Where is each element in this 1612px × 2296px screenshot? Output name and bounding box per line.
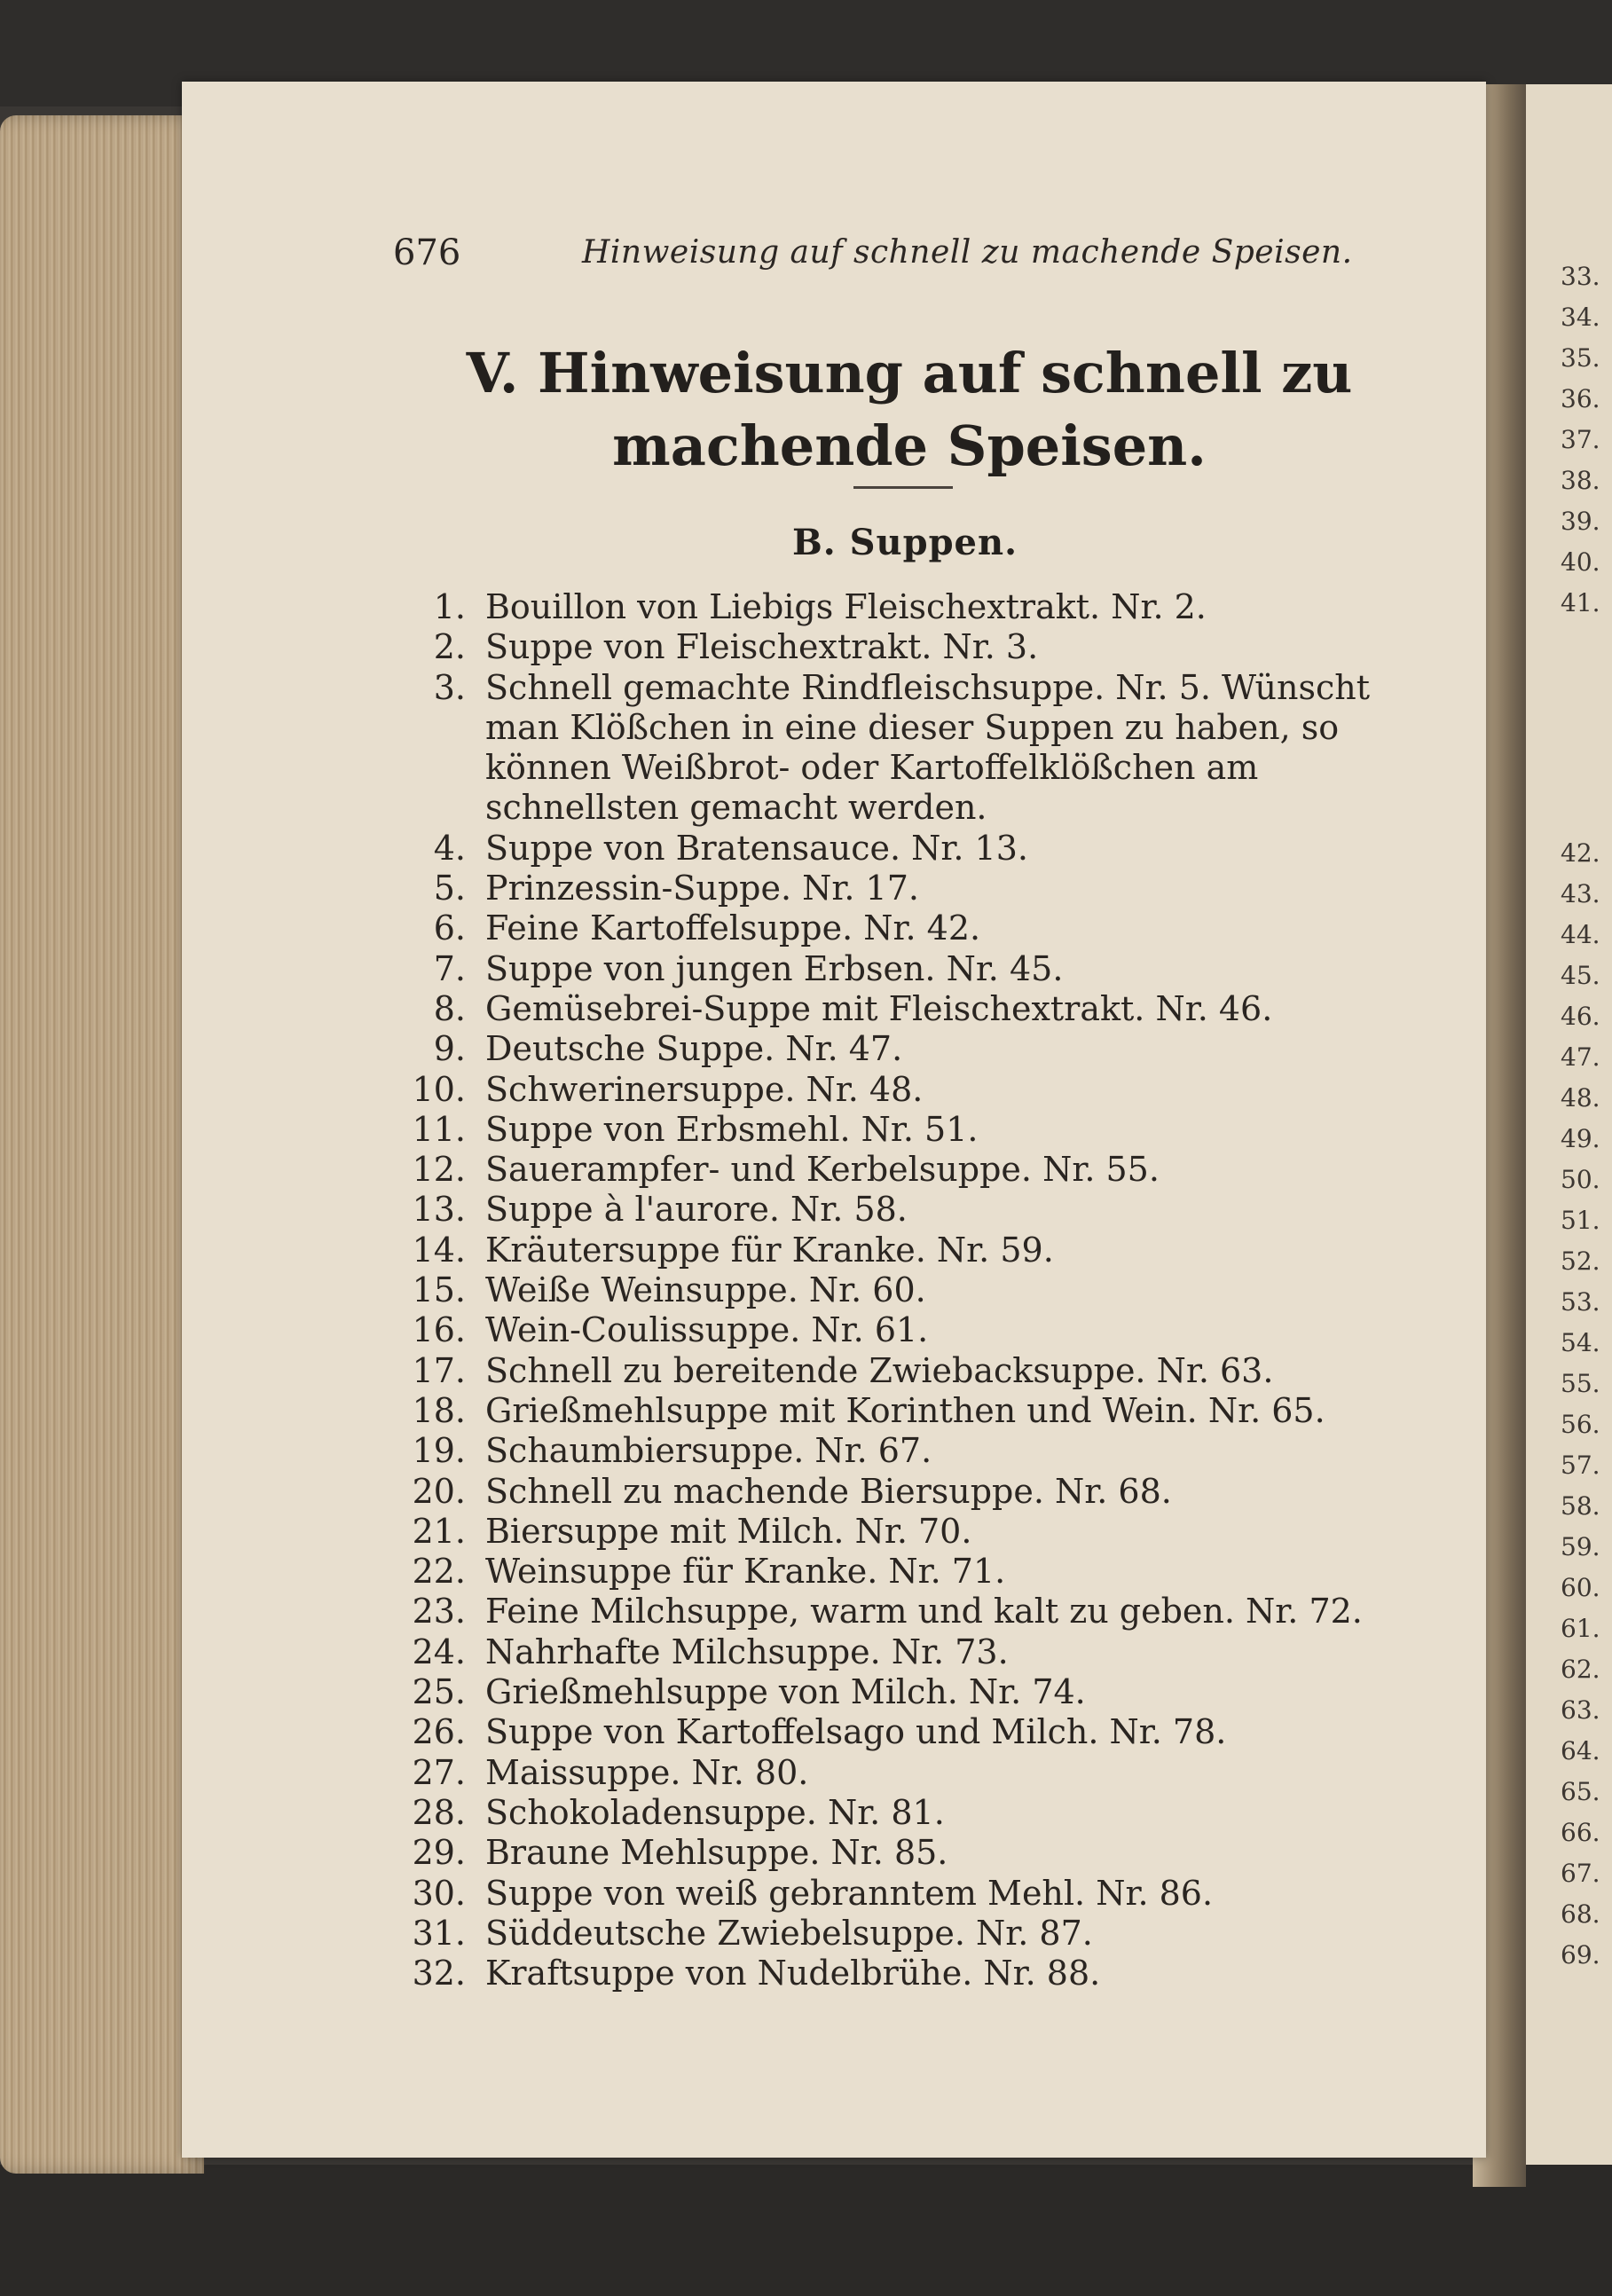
list-item bbox=[390, 1793, 1433, 1833]
entry-text: Feine Milchsuppe, warm und kalt zu geben. Nr. 72. bbox=[485, 1592, 1363, 1632]
facing-page-number: 66. bbox=[1561, 1818, 1600, 1847]
entry-text: Süddeutsche Zwiebelsuppe. Nr. 87. bbox=[485, 1913, 1093, 1953]
entry-number: 23. bbox=[412, 1592, 466, 1632]
facing-page-number: 45. bbox=[1561, 961, 1600, 990]
list-item bbox=[390, 1512, 1433, 1552]
facing-page-number: 42. bbox=[1561, 838, 1600, 868]
entry-text: Schnell zu machende Biersuppe. Nr. 68. bbox=[485, 1471, 1172, 1511]
entry-text: Biersuppe mit Milch. Nr. 70. bbox=[485, 1511, 972, 1551]
facing-page-number: 36. bbox=[1561, 384, 1600, 413]
entry-number: 12. bbox=[412, 1150, 466, 1190]
facing-page-number: 57. bbox=[1561, 1451, 1600, 1480]
section-heading: B. Suppen. bbox=[791, 522, 1018, 563]
facing-page-number: 60. bbox=[1561, 1573, 1600, 1602]
facing-page-number: 46. bbox=[1561, 1002, 1600, 1031]
facing-page-number: 68. bbox=[1561, 1899, 1600, 1929]
page-number: 676 bbox=[393, 232, 461, 273]
list-item bbox=[390, 1672, 1433, 1712]
entry-number: 20. bbox=[412, 1471, 466, 1511]
entry-number: 6. bbox=[433, 908, 466, 948]
list-item bbox=[390, 1029, 1433, 1069]
entry-number: 10. bbox=[412, 1069, 466, 1109]
facing-page-number: 49. bbox=[1561, 1124, 1600, 1153]
facing-page-number: 53. bbox=[1561, 1287, 1600, 1317]
entry-text: Grießmehlsuppe mit Korinthen und Wein. Nr. 65. bbox=[485, 1390, 1325, 1430]
facing-page-number: 38. bbox=[1561, 466, 1600, 495]
page-header bbox=[393, 232, 1396, 286]
facing-page-number: 64. bbox=[1561, 1736, 1600, 1765]
list-item bbox=[390, 587, 1433, 627]
list-item bbox=[390, 1552, 1433, 1592]
facing-page-number: 69. bbox=[1561, 1940, 1600, 1970]
entry-number: 32. bbox=[412, 1954, 466, 1993]
entry-text: Schnell gemachte Rindfleischsuppe. Nr. 5. Wünscht man Klößchen in eine dieser Suppen zu haben, so können Weißbrot- oder Kartoffelklößchen am schnellsten gemacht werden. bbox=[485, 667, 1371, 828]
entry-text: Feine Kartoffelsuppe. Nr. 42. bbox=[485, 908, 981, 948]
entry-text: Kraftsuppe von Nudelbrühe. Nr. 88. bbox=[485, 1954, 1101, 1993]
title-divider bbox=[853, 486, 953, 489]
chapter-title: V. Hinweisung auf schnell zu machende Speisen. bbox=[466, 341, 1353, 478]
entry-number: 11. bbox=[412, 1109, 466, 1149]
list-item bbox=[390, 1954, 1433, 1993]
entry-text: Nahrhafte Milchsuppe. Nr. 73. bbox=[485, 1632, 1009, 1671]
entry-number: 13. bbox=[412, 1190, 466, 1230]
entry-number: 31. bbox=[412, 1913, 466, 1953]
entry-number: 19. bbox=[412, 1431, 466, 1471]
entry-number: 2. bbox=[433, 627, 466, 667]
entry-number: 5. bbox=[433, 869, 466, 908]
facing-page-number: 37. bbox=[1561, 425, 1600, 454]
entry-number: 18. bbox=[412, 1390, 466, 1430]
entry-text: Suppe von jungen Erbsen. Nr. 45. bbox=[485, 948, 1064, 988]
list-item bbox=[390, 1874, 1433, 1914]
facing-page-number: 55. bbox=[1561, 1369, 1600, 1398]
entry-number: 8. bbox=[433, 988, 466, 1028]
entry-text: Schnell zu bereitende Zwiebacksuppe. Nr. 63. bbox=[485, 1350, 1274, 1390]
list-item bbox=[390, 1110, 1433, 1150]
entry-text: Suppe von Erbsmehl. Nr. 51. bbox=[485, 1109, 979, 1149]
facing-page-number: 34. bbox=[1561, 303, 1600, 332]
entry-list bbox=[390, 587, 1433, 1993]
entry-number: 21. bbox=[412, 1511, 466, 1551]
entry-number: 22. bbox=[412, 1552, 466, 1592]
list-item bbox=[390, 1270, 1433, 1310]
entry-text: Kräutersuppe für Kranke. Nr. 59. bbox=[485, 1230, 1054, 1270]
list-item bbox=[390, 1472, 1433, 1512]
facing-page-number: 61. bbox=[1561, 1614, 1600, 1643]
facing-page-number: 58. bbox=[1561, 1491, 1600, 1521]
list-item bbox=[390, 829, 1433, 869]
entry-number: 25. bbox=[412, 1672, 466, 1712]
list-item bbox=[390, 1190, 1433, 1230]
list-item bbox=[390, 1431, 1433, 1471]
entry-text: Suppe von weiß gebranntem Mehl. Nr. 86. bbox=[485, 1873, 1214, 1913]
facing-page-number: 56. bbox=[1561, 1410, 1600, 1439]
list-item bbox=[390, 1753, 1433, 1793]
facing-page-number: 35. bbox=[1561, 343, 1600, 373]
entry-text: Maissuppe. Nr. 80. bbox=[485, 1752, 809, 1792]
entry-text: Gemüsebrei-Suppe mit Fleischextrakt. Nr. 46. bbox=[485, 988, 1273, 1028]
facing-page-number: 47. bbox=[1561, 1042, 1600, 1072]
entry-text: Suppe à l'aurore. Nr. 58. bbox=[485, 1190, 908, 1230]
facing-page-number: 65. bbox=[1561, 1777, 1600, 1806]
facing-page-number: 54. bbox=[1561, 1328, 1600, 1357]
list-item bbox=[390, 1310, 1433, 1350]
entry-text: Schwerinersuppe. Nr. 48. bbox=[485, 1069, 924, 1109]
facing-page bbox=[1522, 84, 1612, 2165]
entry-text: Suppe von Kartoffelsago und Milch. Nr. 78. bbox=[485, 1712, 1227, 1752]
list-item bbox=[390, 1712, 1433, 1752]
entry-text: Deutsche Suppe. Nr. 47. bbox=[485, 1029, 903, 1069]
list-item bbox=[390, 1231, 1433, 1270]
entry-number: 14. bbox=[412, 1230, 466, 1270]
list-item bbox=[390, 1914, 1433, 1954]
entry-text: Bouillon von Liebigs Fleischextrakt. Nr. 2. bbox=[485, 587, 1207, 626]
entry-text: Schokoladensuppe. Nr. 81. bbox=[485, 1792, 945, 1832]
entry-text: Grießmehlsuppe von Milch. Nr. 74. bbox=[485, 1672, 1086, 1712]
entry-text: Weinsuppe für Kranke. Nr. 71. bbox=[485, 1552, 1006, 1592]
facing-page-number: 62. bbox=[1561, 1655, 1600, 1684]
entry-number: 3. bbox=[433, 667, 466, 707]
entry-number: 4. bbox=[433, 828, 466, 868]
facing-page-number: 67. bbox=[1561, 1859, 1600, 1888]
entry-number: 26. bbox=[412, 1712, 466, 1752]
running-head: Hinweisung auf schnell zu machende Speisen. bbox=[582, 234, 1353, 271]
entry-text: Sauerampfer- und Kerbelsuppe. Nr. 55. bbox=[485, 1150, 1160, 1190]
facing-page-number: 44. bbox=[1561, 920, 1600, 949]
entry-text: Suppe von Bratensauce. Nr. 13. bbox=[485, 828, 1028, 868]
facing-page-number: 33. bbox=[1561, 262, 1600, 291]
entry-text: Wein-Coulissuppe. Nr. 61. bbox=[485, 1310, 929, 1350]
facing-page-number: 52. bbox=[1561, 1246, 1600, 1276]
page-block-edge bbox=[0, 115, 204, 2174]
entry-text: Prinzessin-Suppe. Nr. 17. bbox=[485, 869, 919, 908]
entry-number: 7. bbox=[433, 948, 466, 988]
facing-page-number: 41. bbox=[1561, 588, 1600, 617]
list-item bbox=[390, 989, 1433, 1029]
list-item bbox=[390, 949, 1433, 989]
entry-number: 27. bbox=[412, 1752, 466, 1792]
entry-number: 28. bbox=[412, 1792, 466, 1832]
entry-text: Schaumbiersuppe. Nr. 67. bbox=[485, 1431, 932, 1471]
entry-number: 15. bbox=[412, 1270, 466, 1310]
entry-number: 1. bbox=[433, 587, 466, 626]
entry-number: 30. bbox=[412, 1873, 466, 1913]
entry-number: 17. bbox=[412, 1350, 466, 1390]
facing-page-number: 48. bbox=[1561, 1083, 1600, 1113]
facing-page-number: 50. bbox=[1561, 1165, 1600, 1194]
list-item bbox=[390, 668, 1433, 829]
list-item bbox=[390, 869, 1433, 908]
list-item bbox=[390, 1833, 1433, 1873]
entry-number: 29. bbox=[412, 1833, 466, 1873]
facing-page-number: 51. bbox=[1561, 1206, 1600, 1235]
facing-page-number: 63. bbox=[1561, 1695, 1600, 1725]
facing-page-number: 39. bbox=[1561, 507, 1600, 536]
facing-page-number: 43. bbox=[1561, 879, 1600, 908]
list-item bbox=[390, 1351, 1433, 1391]
entry-number: 9. bbox=[433, 1029, 466, 1069]
list-item bbox=[390, 1391, 1433, 1431]
list-item bbox=[390, 1632, 1433, 1672]
facing-page-number: 59. bbox=[1561, 1532, 1600, 1561]
list-item bbox=[390, 1070, 1433, 1110]
list-item bbox=[390, 908, 1433, 948]
entry-number: 16. bbox=[412, 1310, 466, 1350]
list-item bbox=[390, 1150, 1433, 1190]
entry-text: Weiße Weinsuppe. Nr. 60. bbox=[485, 1270, 926, 1310]
entry-text: Braune Mehlsuppe. Nr. 85. bbox=[485, 1833, 948, 1873]
list-item bbox=[390, 627, 1433, 667]
list-item bbox=[390, 1592, 1433, 1632]
facing-page-number: 40. bbox=[1561, 547, 1600, 577]
entry-number: 24. bbox=[412, 1632, 466, 1671]
entry-text: Suppe von Fleischextrakt. Nr. 3. bbox=[485, 627, 1039, 667]
background-bottom bbox=[0, 2165, 1612, 2296]
